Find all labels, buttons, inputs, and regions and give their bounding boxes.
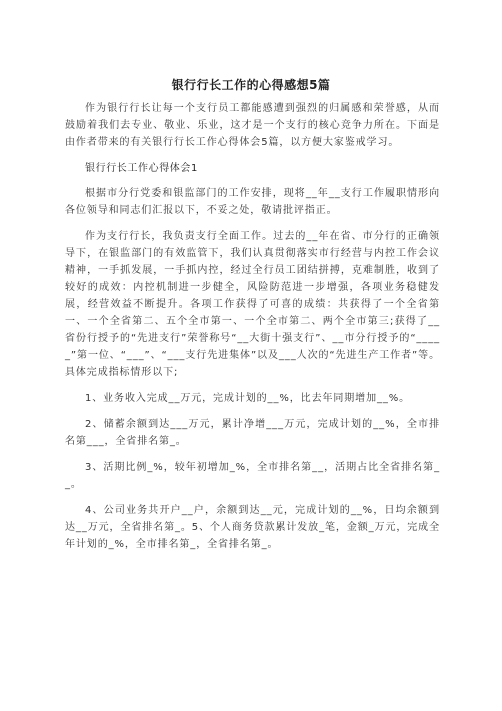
body-paragraph-6: 4、公司业务共开户__户，余额到达__元，完成计划的__%，日均余额到达__万元，全省排名第_。5、个人商务贷款累计发放_笔，金额_万元，完成全年计划的_%，全市排名第_，全省排名第_。	[65, 505, 440, 550]
intro-paragraph: 作为银行行长让每一个支行员工都能感遭到强烈的归属感和荣誉感，从而鼓励着我们去专业、敬业、乐业，这才是一个支行的核心竞争力所在。下面是由作者带来的有关银行行长工作心得体会5篇，以方便大家鉴戒学习。	[65, 103, 440, 148]
document-title: 银行行长工作的心得感想5篇	[171, 78, 331, 92]
section-heading: 银行行长工作心得体会1	[85, 163, 198, 174]
body-paragraph-5: 3、活期比例_%，较年初增加_%，全市排名第__，活期占比全省排名第__。	[65, 462, 440, 490]
body-paragraph-2: 作为支行行长，我负责支行全面工作。过去的__年在省、市分行的正确领导下，在银监部门的有效监管下，我们认真贯彻落实市行经营与内控工作会议精神，一手抓发展，一手抓内控，经过全行员工团结拼搏，克难制胜，收到了较好的成效：内控机制进一步健全，风险防范进一步增强，各项业务稳健发展，经营效益不断提升。各项工作获得了可喜的成绩：共获得了一个全省第一、一个全省第二、五个全市第一、一个全市第二、两个全市第三;获得了__省份行授予的“先进支行”荣誉称号“__大街十强支行”、__市分行授予的“_____”第一位、“___”、“___支行先进集体”以及___人次的“先进生产工作者”等。具体完成指标情形以下;	[65, 231, 440, 378]
body-paragraph-3: 1、业务收入完成__万元，完成计划的__%，比去年同期增加__%。	[85, 393, 411, 404]
document-body	[65, 100, 440, 562]
body-paragraph-1: 根据市分行党委和银监部门的工作安排，现将__年__支行工作履职情形向各位领导和同志们汇报以下，不妥之处，敬请批评指正。	[65, 188, 440, 216]
body-paragraph-4: 2、储蓄余额到达___万元，累计净增___万元，完成计划的__%，全市排名第___，全省排名第_。	[65, 419, 440, 447]
